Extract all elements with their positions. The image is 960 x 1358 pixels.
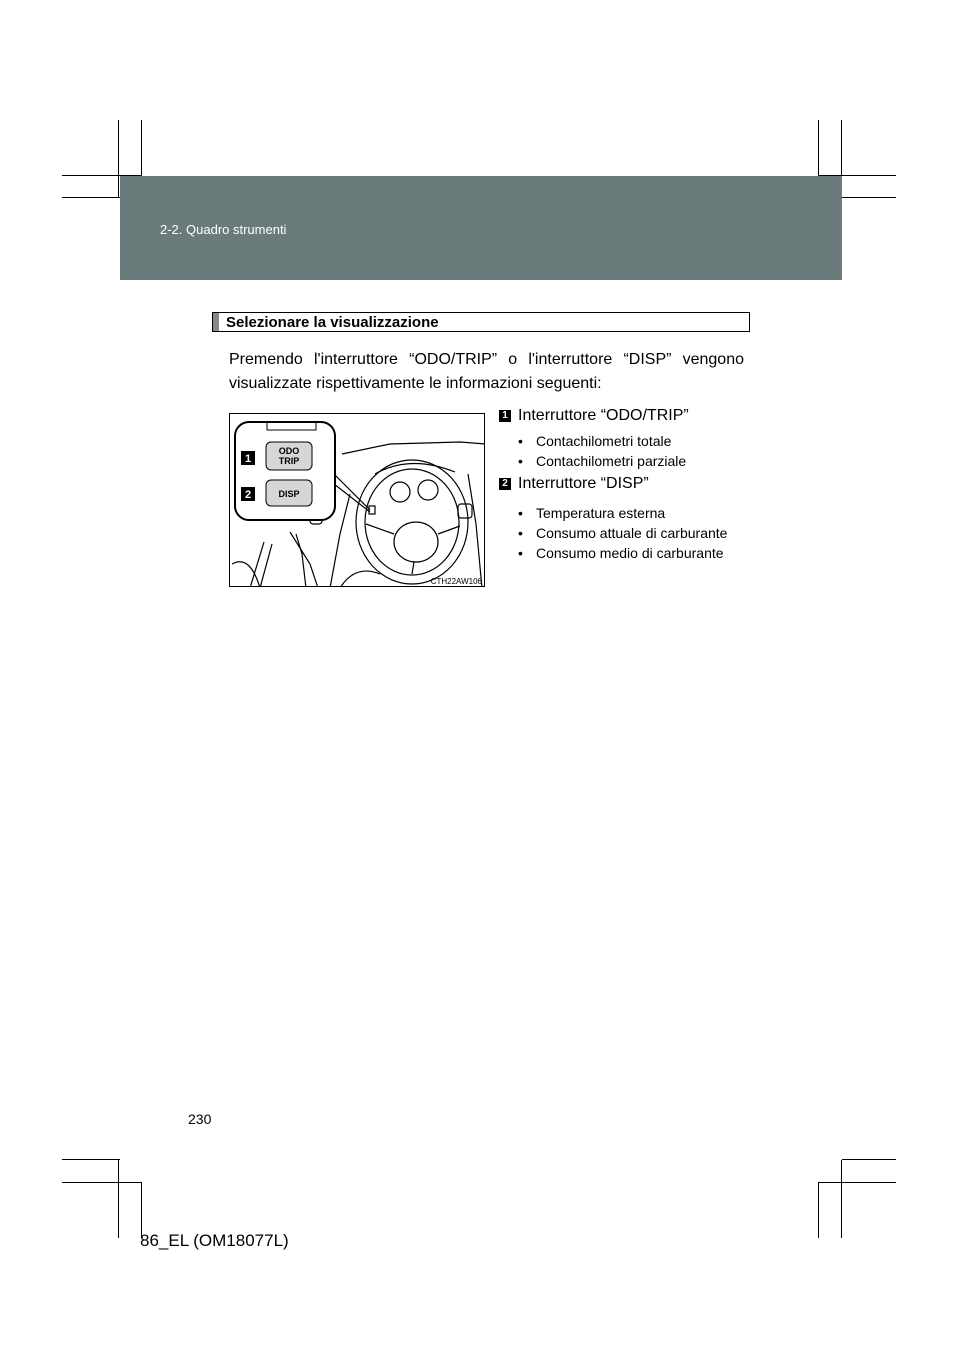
bullet-list bbox=[499, 431, 759, 471]
section-title: 2-2. Quadro strumenti bbox=[160, 222, 287, 237]
item-number-badge: 2 bbox=[499, 478, 511, 490]
section-heading bbox=[212, 312, 750, 332]
bullet-item: • Consumo attuale di carburante bbox=[499, 523, 759, 543]
heading-bar bbox=[213, 313, 219, 331]
heading-text: Selezionare la visualizzazione bbox=[226, 314, 439, 331]
list-item bbox=[499, 405, 759, 427]
bullet-item: • Temperatura esterna bbox=[499, 503, 759, 523]
crop-mark bbox=[818, 1182, 896, 1183]
bullet-item: • Consumo medio di carburante bbox=[499, 543, 759, 563]
crop-mark bbox=[62, 1182, 142, 1183]
intro-paragraph: Premendo l'interruttore “ODO/TRIP” o l'interruttore “DISP” vengono visualizzate rispettivamente le informazioni seguenti: bbox=[229, 351, 744, 392]
bullet-item: • Contachilometri parziale bbox=[499, 451, 759, 471]
crop-mark bbox=[842, 197, 896, 198]
odo-button-line1: ODO bbox=[278, 446, 300, 456]
crop-mark bbox=[62, 197, 120, 198]
crop-mark bbox=[118, 120, 119, 198]
crop-mark bbox=[841, 1160, 842, 1238]
bullet-item: • Contachilometri totale bbox=[499, 431, 759, 451]
bullet-list bbox=[499, 503, 759, 563]
crop-mark bbox=[818, 1182, 819, 1238]
callout-1-label: 1 bbox=[244, 453, 252, 465]
item-title: Interruttore “DISP” bbox=[518, 475, 649, 492]
item-number-badge: 1 bbox=[499, 410, 511, 422]
item-title: Interruttore “ODO/TRIP” bbox=[518, 407, 689, 424]
crop-mark bbox=[842, 1159, 896, 1160]
odo-button-line2: TRIP bbox=[278, 456, 300, 466]
steering-wheel-illustration bbox=[229, 413, 485, 587]
callout-2-label: 2 bbox=[244, 489, 252, 501]
disp-button-label: DISP bbox=[278, 489, 300, 499]
crop-mark bbox=[118, 1160, 119, 1238]
page-number: 230 bbox=[188, 1111, 212, 1127]
crop-mark bbox=[141, 1182, 142, 1238]
figure-code: CTH22AW106 bbox=[430, 577, 482, 586]
list-item bbox=[499, 473, 759, 495]
footer-code: 86_EL (OM18077L) bbox=[140, 1231, 289, 1250]
crop-mark bbox=[62, 1159, 120, 1160]
switch-list bbox=[499, 405, 759, 563]
